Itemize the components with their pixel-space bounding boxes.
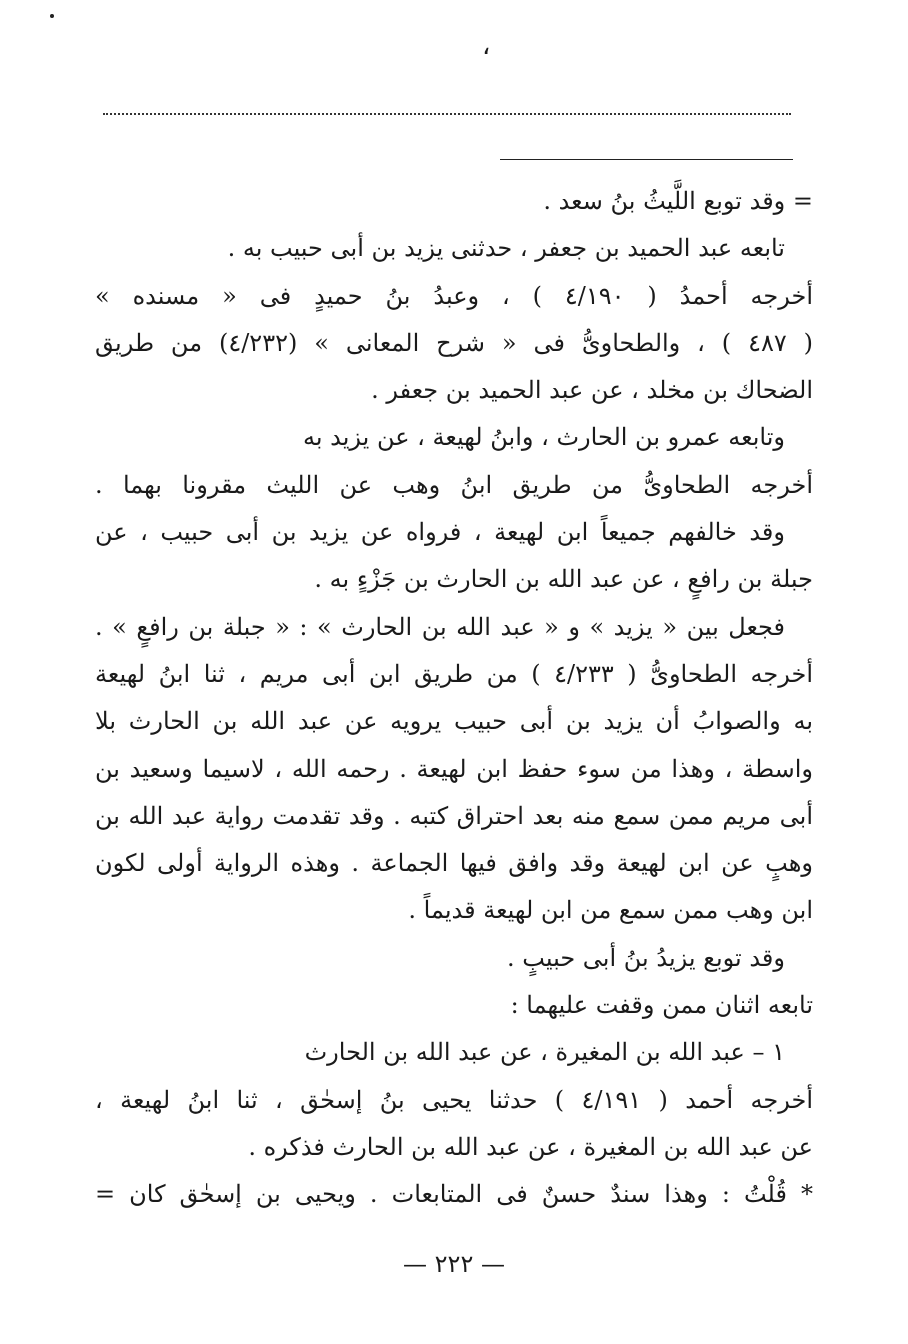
page-top-mark: ، — [482, 31, 491, 61]
footnote-text-block — [95, 178, 813, 1219]
text-line: تابعه عبد الحميد بن جعفر ، حدثنى يزيد بن أبى حبيب به . — [227, 234, 785, 263]
text-line: تابعه اثنان ممن وقفت عليهما : — [510, 991, 813, 1020]
text-line: وتابعه عمرو بن الحارث ، وابنُ لهيعة ، عن يزيد به — [302, 423, 785, 452]
text-line: أخرجه أحمد ( ٤/١٩١ ) حدثنا يحيى بنُ إسحٰق ، ثنا ابنُ لهيعة ، — [95, 1085, 813, 1114]
text-line: ابن وهب ممن سمع من ابن لهيعة قديماً . — [408, 896, 813, 925]
text-line: ( ٤٨٧ ) ، والطحاوىُّ فى « شرح المعانى » (٤/٢٣٢) من طريق — [95, 328, 813, 357]
text-line: ١ – عبد الله بن المغيرة ، عن عبد الله بن الحارث — [304, 1038, 785, 1067]
text-line: الضحاك بن مخلد ، عن عبد الحميد بن جعفر . — [371, 376, 813, 405]
text-line: فجعل بين « يزيد » و « عبد الله بن الحارث » : « جبلة بن رافعٍ » . — [95, 612, 785, 641]
text-line: أخرجه الطحاوىُّ ( ٤/٢٣٣ ) من طريق ابن أبى مريم ، ثنا ابنُ لهيعة — [95, 659, 813, 688]
text-line: أبى مريم ممن سمع منه بعد احتراق كتبه . وقد تقدمت رواية عبد الله بن — [95, 801, 813, 830]
text-line: وهبٍ عن ابن لهيعة وقد وافق فيها الجماعة . وهذه الرواية أولى لكون — [95, 849, 813, 878]
text-line: عن عبد الله بن المغيرة ، عن عبد الله بن الحارث فذكره . — [248, 1132, 813, 1161]
text-line: * قُلْتُ : وهذا سندٌ حسنٌ فى المتابعات . ويحيى بن إسحٰق كان = — [95, 1180, 813, 1209]
text-line: جبلة بن رافعٍ ، عن عبد الله بن الحارث بن جَزْءٍ به . — [314, 565, 813, 594]
text-line: = وقد توبع اللَّيثُ بنُ سعد . — [543, 187, 813, 215]
stray-dot-mark — [50, 14, 54, 18]
text-line: به والصوابُ أن يزيد بن أبى حبيب يرويه عن عبد الله بن الحارث بلا — [95, 707, 813, 736]
page-number: — ٢٢٢ — — [403, 1250, 505, 1278]
text-line: أخرجه الطحاوىُّ من طريق ابنُ وهب عن الليث مقرونا بهما . — [95, 470, 813, 499]
text-line: واسطة ، وهذا من سوء حفظ ابن لهيعة . رحمه الله ، لاسيما وسعيد بن — [95, 754, 813, 783]
text-line: أخرجه أحمدُ ( ٤/١٩٠ ) ، وعبدُ بنُ حميدٍ فى « مسنده » — [95, 281, 813, 310]
text-line: وقد توبع يزيدُ بنُ أبى حبيبٍ . — [507, 943, 785, 972]
dotted-separator — [103, 113, 791, 115]
text-line: وقد خالفهم جميعاً ابن لهيعة ، فرواه عن يزيد بن أبى حبيب ، عن — [95, 518, 785, 547]
footnote-rule — [500, 159, 793, 160]
